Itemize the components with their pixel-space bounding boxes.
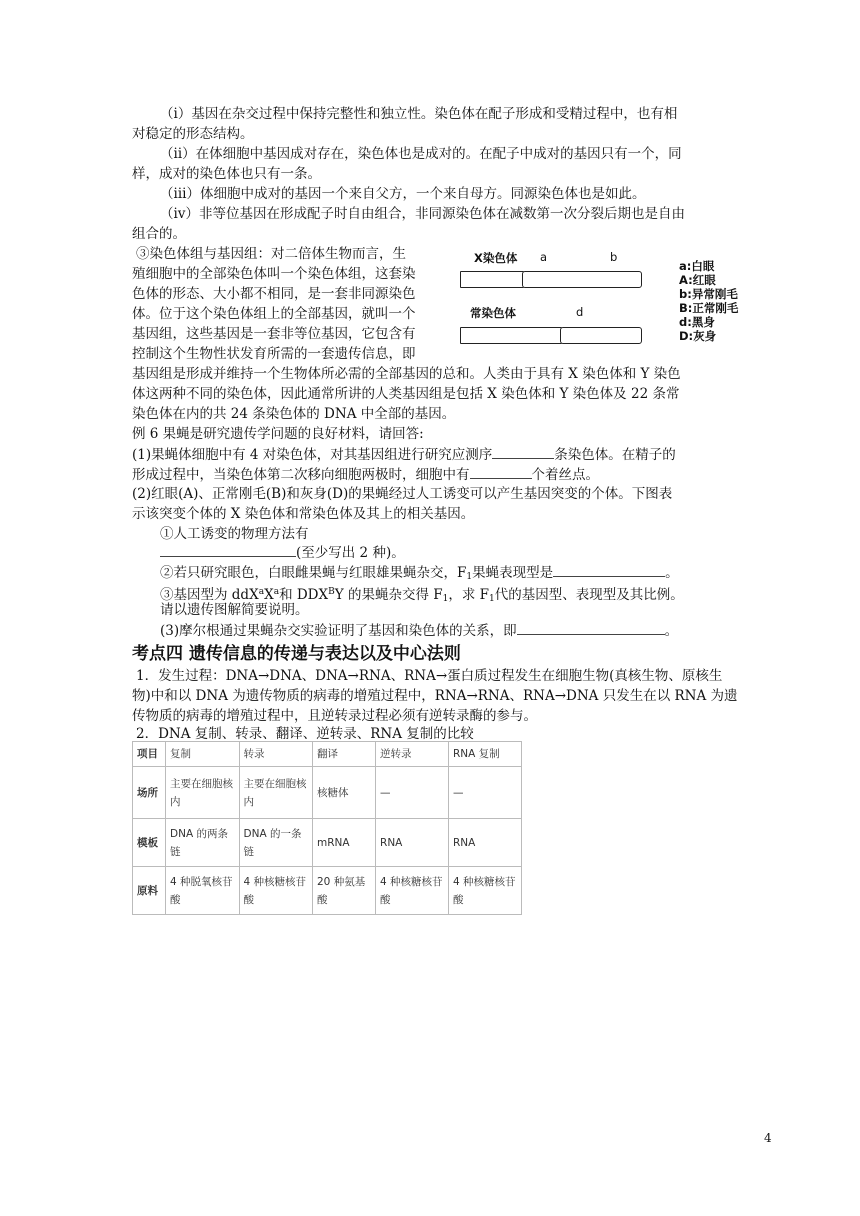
legend-D-gray-body: D:灰身 <box>679 329 717 343</box>
x-chromosome-long-arm <box>522 271 642 288</box>
q2-sub1: ①人工诱变的物理方法有 <box>160 526 309 542</box>
comparison-table <box>132 741 522 915</box>
para-ii-line1: （ⅱ）在体细胞中基因成对存在，染色体也是成对的。在配子中成对的基因只有一个，同 <box>160 146 682 162</box>
table-header-cell: 转录 <box>239 742 313 767</box>
q2-sub3-sup2: a <box>273 587 280 597</box>
legend-a-white-eye: a:白眼 <box>679 259 715 273</box>
table-row <box>133 767 522 819</box>
q1-text-b: 条染色体。在精子的 <box>554 447 676 463</box>
legend-d-black-body: d:黑身 <box>679 315 715 329</box>
genome-para-line7: 基因组是形成并维持一个生物体所必需的全部基因的总和。人类由于具有 X 染色体和 Y 染色 <box>132 366 681 382</box>
table-cell: 核糖体 <box>313 767 376 819</box>
para-iv-line1: （ⅳ）非等位基因在形成配子时自由组合，非同源染色体在减数第一次分裂后期也是自由 <box>160 206 685 222</box>
genome-para-line4: 体。位于这个染色体组上的全部基因，就叫一个 <box>132 306 416 322</box>
q2-sub3-text-f: 代的基因型、表现型及其比例。 <box>494 587 684 603</box>
para-i-line1: （ⅰ）基因在杂交过程中保持完整性和独立性。染色体在配子形成和受精过程中，也有相 <box>160 106 678 122</box>
q1-text-d: 个着丝点。 <box>531 467 599 483</box>
table-cell: — <box>376 767 449 819</box>
section4-heading: 考点四 遗传信息的传递与表达以及中心法则 <box>132 644 461 664</box>
q2-sub3-text-e: ，求 F <box>448 587 490 603</box>
table-cell: 4 种核糖核苷酸 <box>239 867 313 915</box>
para-iv-line2: 组合的。 <box>132 226 186 242</box>
q2-sub1-line2 <box>160 542 405 563</box>
q1-text-a: (1)果蝇体细胞中有 4 对染色体，对其基因组进行研究应测序 <box>132 447 493 463</box>
section4-p1-line1: 1．发生过程：DNA→DNA、DNA→RNA、RNA→蛋白质过程发生在细胞生物(真核生物、原核生 <box>136 668 723 684</box>
q3-end: 。 <box>664 623 679 639</box>
legend-A-red-eye: A:红眼 <box>679 273 716 287</box>
table-cell: — <box>449 767 522 819</box>
q1-line2 <box>132 464 599 485</box>
q2-sub3-text-d: Y 的果蝇杂交得 F <box>334 587 443 603</box>
autosome-left-arm <box>460 327 562 344</box>
section4-p2: 2．DNA 复制、转录、翻译、逆转录、RNA 复制的比较 <box>136 726 474 742</box>
section4-p1-line2: 物)中和以 DNA 为遗传物质的病毒的增殖过程中，RNA→RNA、RNA→DNA 只发生在以 RNA 为遗 <box>132 688 738 704</box>
legend-B-normal-bristle: B:正常刚毛 <box>679 301 739 315</box>
table-cell: 主要在细胞核内 <box>166 767 240 819</box>
genome-para-line5: 基因组，这些基因是一套非等位基因，它包含有 <box>132 326 416 342</box>
page-number: 4 <box>764 1131 772 1145</box>
q2-sub3-sup1: a <box>258 587 265 597</box>
q2-sub2-f1-subscript: 1 <box>466 572 473 582</box>
q2-line1: (2)红眼(A)、正常刚毛(B)和灰身(D)的果蝇经过人工诱变可以产生基因突变的个体。下图表 <box>132 486 673 502</box>
q2-sub3-sub1: 1 <box>442 594 449 604</box>
q2-sub2-text: ②若只研究眼色，白眼雌果蝇与红眼雄果蝇杂交，F <box>160 565 467 581</box>
table-row <box>133 867 522 915</box>
autosome-right-arm <box>560 327 642 344</box>
table-header-row <box>133 742 522 767</box>
table-row-header: 原料 <box>133 867 166 915</box>
x-chromosome-label: X染色体 <box>474 251 518 265</box>
table-header-cell: 逆转录 <box>376 742 449 767</box>
q1-blank-centromeres[interactable] <box>470 464 532 479</box>
table-cell: DNA 的两条链 <box>166 819 240 867</box>
table-cell: 4 种核糖核苷酸 <box>449 867 522 915</box>
example-title: 例 6 果蝇是研究遗传学问题的良好材料，请回答: <box>132 426 424 442</box>
q2-sub3-text-c: 和 DDX <box>279 587 329 603</box>
q3-text: (3)摩尔根通过果蝇杂交实验证明了基因和染色体的关系，即 <box>160 623 517 639</box>
table-header-cell: 复制 <box>166 742 240 767</box>
genome-para-line2: 殖细胞中的全部染色体叫一个染色体组，这套染 <box>132 266 416 282</box>
q3-line <box>160 620 678 641</box>
para-i-line2: 对稳定的形态结构。 <box>132 126 254 142</box>
genome-para-line1: ③染色体组与基因组：对二倍体生物而言，生 <box>136 246 406 262</box>
q2-sub3-text-b: X <box>264 587 274 603</box>
table-cell: RNA <box>449 819 522 867</box>
gene-a-label: a <box>540 250 548 264</box>
q2-sub3-text-a: ③基因型为 ddX <box>160 587 259 603</box>
table-cell: DNA 的一条链 <box>239 819 313 867</box>
q2-sub3-sub2: 1 <box>489 594 495 604</box>
q2-blank-phenotype[interactable] <box>553 562 665 577</box>
q2-blank-physical-methods[interactable] <box>160 542 296 557</box>
para-iii-line1: （ⅲ）体细胞中成对的基因一个来自父方，一个来自母方。同源染色体也是如此。 <box>160 186 646 202</box>
genome-para-line8: 体这两种不同的染色体，因此通常所讲的人类基因组是包括 X 染色体和 Y 染色体及 22 条常 <box>132 386 680 402</box>
table-header-cell: 翻译 <box>313 742 376 767</box>
genome-para-line6: 控制这个生物性状发育所需的一套遗传信息，即 <box>132 346 416 362</box>
q3-blank-relationship[interactable] <box>517 620 665 635</box>
q2-sub2-text-b: 果蝇表现型是 <box>472 565 554 581</box>
table-header-cell: 项目 <box>133 742 166 767</box>
q1-line1 <box>132 444 676 465</box>
gene-b-label: b <box>610 250 618 264</box>
table-row-header: 场所 <box>133 767 166 819</box>
q1-blank-chromosomes[interactable] <box>492 444 554 459</box>
genome-para-line3: 色体的形态、大小都不相同，是一套非同源染色 <box>132 286 416 302</box>
section4-p1-line3: 传物质的病毒的增殖过程中，且逆转录过程必须有逆转录酶的参与。 <box>132 708 537 724</box>
legend-b-abnormal-bristle: b:异常刚毛 <box>679 287 738 301</box>
table-cell: 主要在细胞核内 <box>239 767 313 819</box>
autosome-label: 常染色体 <box>470 306 516 320</box>
table-cell: 4 种脱氧核苷酸 <box>166 867 240 915</box>
q2-sub3-sup3: B <box>328 587 335 597</box>
para-ii-line2: 样，成对的染色体也只有一条。 <box>132 166 321 182</box>
table-cell: mRNA <box>313 819 376 867</box>
gene-d-label: d <box>576 305 584 319</box>
x-chromosome-short-arm <box>460 271 524 288</box>
table-row-header: 模板 <box>133 819 166 867</box>
q2-sub2-end: 。 <box>665 565 679 581</box>
table-cell: RNA <box>376 819 449 867</box>
table-cell: 4 种核糖核苷酸 <box>376 867 449 915</box>
table-header-cell: RNA 复制 <box>449 742 522 767</box>
q2-line2: 示该突变个体的 X 染色体和常染色体及其上的相关基因。 <box>132 506 475 522</box>
q2-sub1-hint: (至少写出 2 种)。 <box>296 545 405 561</box>
table-row <box>133 819 522 867</box>
genome-para-line9: 染色体在内的共 24 条染色体的 DNA 中全部的基因。 <box>132 406 456 422</box>
table-cell: 20 种氨基酸 <box>313 867 376 915</box>
q1-text-c: 形成过程中，当染色体第二次移向细胞两极时，细胞中有 <box>132 467 470 483</box>
q2-sub3-line2: 请以遗传图解简要说明。 <box>160 602 309 618</box>
